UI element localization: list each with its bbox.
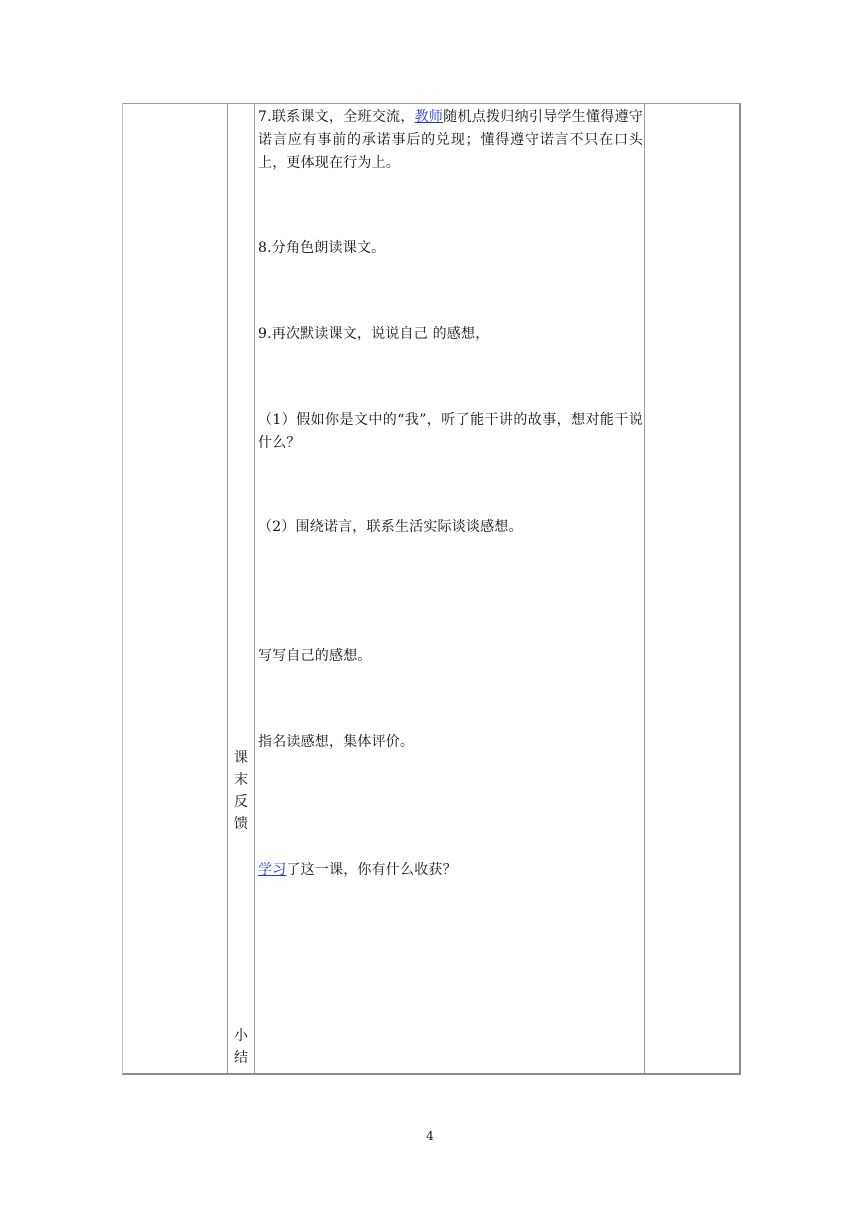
column-divider bbox=[254, 104, 255, 1073]
paragraph-item-9: 9.再次默读课文，说说自己 的感想， bbox=[258, 326, 490, 342]
paragraph-item-9-1: （1）假如你是文中的“我”，听了能干讲的故事，想对能干说什么？ bbox=[258, 412, 643, 451]
paragraph-item-8: 8.分角色朗读课文。 bbox=[258, 240, 386, 256]
teacher-link[interactable]: 教师 bbox=[414, 109, 444, 125]
paragraph-write-thoughts: 写写自己的感想。 bbox=[258, 648, 372, 664]
page-number: 4 bbox=[426, 1129, 434, 1143]
paragraph-item-7: 7.联系课文，全班交流，教师随机点拨归纳引导学生懂得遵守诺言应有事前的承诺事后的兑现；懂得遵守诺言不只在口头上，更体现在行为上。 bbox=[258, 109, 643, 171]
column-divider bbox=[644, 104, 645, 1073]
side-label-feedback: 课 末 反 馈 bbox=[234, 750, 248, 832]
side-label-summary: 小 结 bbox=[234, 1028, 248, 1066]
column-divider bbox=[227, 104, 228, 1073]
paragraph-item-9-2: （2）围绕诺言，联系生活实际谈谈感想。 bbox=[258, 519, 523, 535]
study-link[interactable]: 学习 bbox=[258, 862, 287, 878]
lesson-table bbox=[122, 103, 741, 1075]
paragraph-summary-question: 学习了这一课，你有什么收获？ bbox=[258, 862, 457, 878]
paragraph-read-evaluate: 指名读感想，集体评价。 bbox=[258, 734, 415, 750]
